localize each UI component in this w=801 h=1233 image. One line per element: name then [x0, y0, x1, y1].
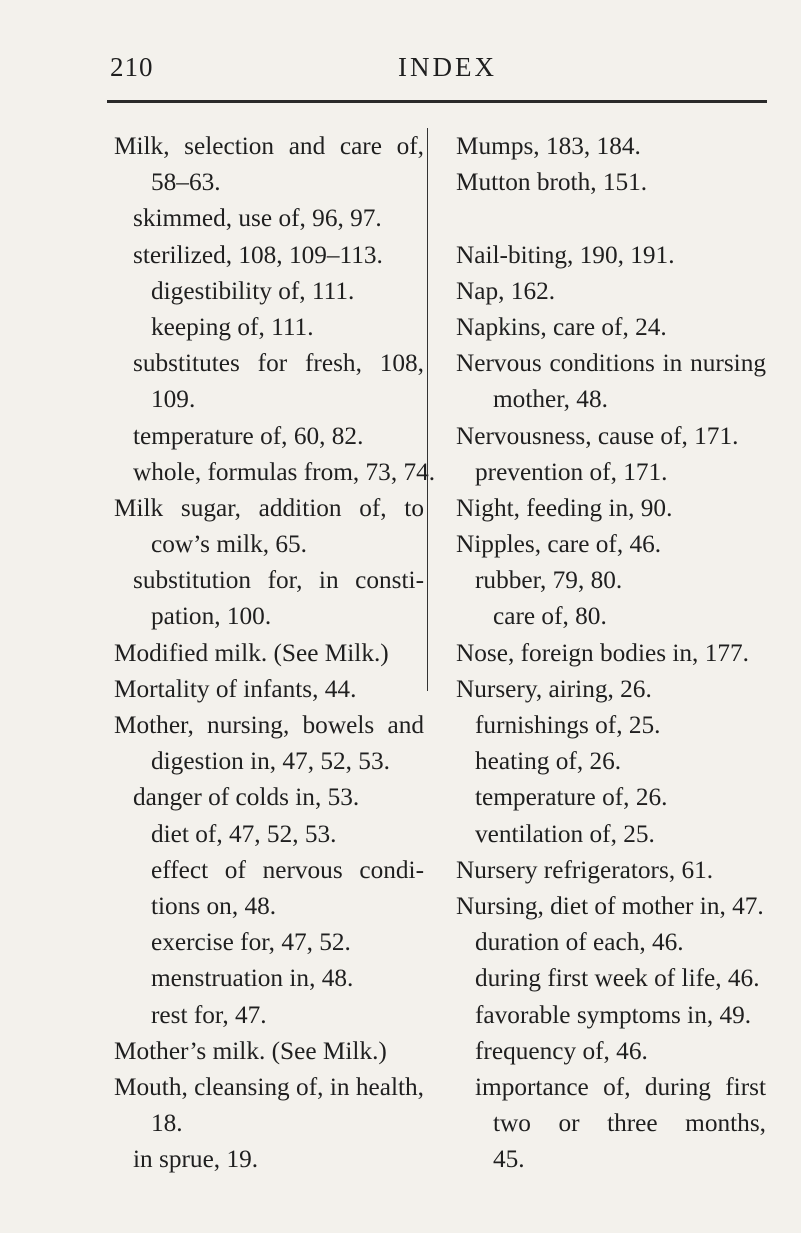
index-subentry: substitution for, in consti-	[133, 566, 424, 595]
index-subentry: diet of, 47, 52, 53.	[151, 819, 337, 848]
index-subentry: 45.	[493, 1145, 525, 1174]
index-entry: Milk, selection and care of,	[114, 132, 424, 160]
index-subentry: favorable symptoms in, 49.	[475, 1000, 752, 1029]
index-subentry: pation, 100.	[151, 602, 272, 631]
index-subentry: whole, formulas from, 73, 74.	[133, 457, 436, 486]
index-subentry: duration of each, 46.	[475, 928, 684, 957]
index-subentry: furnishings of, 25.	[475, 711, 661, 739]
index-subentry: in sprue, 19.	[133, 1145, 259, 1174]
index-subentry: tions on, 48.	[151, 891, 277, 920]
index-entry: Mother’s milk. (See Milk.)	[114, 1036, 387, 1065]
index-subentry: 18.	[151, 1109, 183, 1138]
index-entry: Nipples, care of, 46.	[456, 530, 662, 559]
index-entry: Mouth, cleansing of, in health,	[114, 1072, 424, 1101]
index-entry: Nervous conditions in nursing	[456, 349, 766, 378]
index-subentry: temperature of, 60, 82.	[133, 421, 364, 450]
index-entry: Mortality of infants, 44.	[114, 674, 357, 703]
index-subentry: mother, 48.	[493, 385, 608, 414]
index-entry: Nursing, diet of mother in, 47.	[456, 891, 764, 920]
index-subentry: prevention of, 171.	[475, 457, 668, 486]
index-subentry: 109.	[151, 385, 196, 414]
index-subentry: digestibility of, 111.	[151, 276, 355, 305]
index-subentry: menstruation in, 48.	[151, 964, 354, 993]
index-entry: Nursery refrigerators, 61.	[456, 855, 714, 884]
index-column-right	[456, 128, 766, 1177]
index-subentry: effect of nervous condi-	[151, 855, 424, 884]
index-entry: Mother, nursing, bowels and	[114, 711, 424, 739]
index-subentry: 58–63.	[151, 168, 221, 197]
index-subentry: sterilized, 108, 109–113.	[133, 240, 383, 269]
running-head: INDEX	[398, 52, 497, 82]
index-subentry: digestion in, 47, 52, 53.	[151, 747, 390, 776]
header-rule	[107, 100, 767, 103]
page-number: 210	[110, 52, 154, 82]
index-entry: Mumps, 183, 184.	[456, 132, 641, 160]
index-subentry: rest for, 47.	[151, 1000, 267, 1029]
index-subentry: danger of colds in, 53.	[133, 783, 360, 812]
index-entry: Nail-biting, 190, 191.	[456, 240, 675, 269]
index-subentry: frequency of, 46.	[475, 1036, 648, 1065]
blank-line	[456, 200, 766, 236]
page-header	[0, 52, 801, 92]
index-subentry: during first week of life, 46.	[475, 964, 760, 993]
column-divider	[427, 128, 428, 691]
index-subentry: heating of, 26.	[475, 747, 622, 776]
index-subentry: care of, 80.	[493, 602, 607, 631]
index-entry: Night, feeding in, 90.	[456, 493, 673, 522]
index-subentry: exercise for, 47, 52.	[151, 928, 351, 957]
index-subentry: ventilation of, 25.	[475, 819, 655, 848]
index-entry: Nose, foreign bodies in, 177.	[456, 638, 749, 667]
index-entry: Nap, 162.	[456, 276, 556, 305]
index-entry: Milk sugar, addition of, to	[114, 493, 424, 522]
index-entry: Napkins, care of, 24.	[456, 312, 667, 341]
index-entry: Nervousness, cause of, 171.	[456, 421, 739, 450]
index-entry: Nursery, airing, 26.	[456, 674, 652, 703]
index-subentry: two or three months,	[493, 1109, 766, 1138]
index-subentry: importance of, during first	[475, 1072, 766, 1101]
index-subentry: substitutes for fresh, 108,	[133, 349, 424, 378]
index-subentry: rubber, 79, 80.	[475, 566, 623, 595]
index-subentry: temperature of, 26.	[475, 783, 668, 812]
index-column-left	[114, 128, 436, 1177]
index-subentry: skimmed, use of, 96, 97.	[133, 204, 382, 233]
index-entry: Mutton broth, 151.	[456, 168, 648, 197]
index-subentry: keeping of, 111.	[151, 312, 314, 341]
index-subentry: cow’s milk, 65.	[151, 530, 307, 559]
index-entry: Modified milk. (See Milk.)	[114, 638, 389, 667]
